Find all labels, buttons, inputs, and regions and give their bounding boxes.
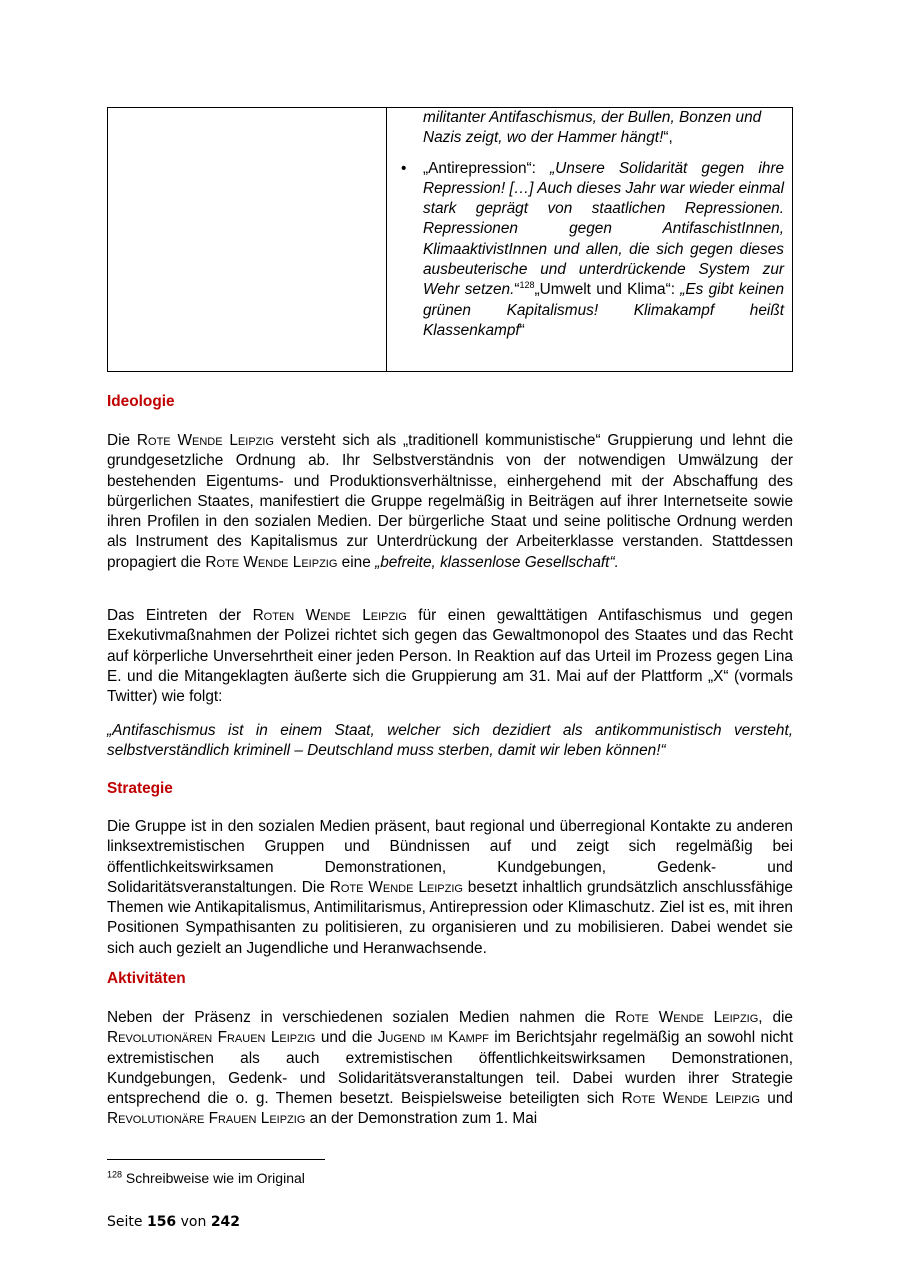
heading-strategie: Strategie [107, 780, 173, 797]
bullet-icon: • [401, 159, 407, 177]
org-name: Rote Wende Leipzig [615, 1009, 759, 1026]
heading-ideologie: Ideologie [107, 393, 175, 410]
total-pages: 242 [210, 1214, 241, 1230]
bullet-item-antirepression: • „Antirepression“: „Unsere Solidarität gegen ihre Repression! […] Auch dieses Jahr war wieder einmal stark geprägt von staatlichen Repressionen. Repressionen gegen AntifaschistInnen, KlimaaktivistInnen und allen, die sich gegen dieses ausbeuterische und unterdrückende System zur Wehr setzen.“$^{128}$„Umwelt und Klima“: „Es gibt keinen grünen Kapitalismus! Klimakampf heißt Klassenkampf“ [401, 159, 785, 339]
strategie-paragraph: Die Gruppe ist in den sozialen Medien präsent, baut regional und überregional Kontakte zu anderen linksextremistischen Gruppen und Bündnissen auf und zeigt sich regelmäßig bei öffentlichkeitswirksamen Demonstrationen, Kundgebungen, Gedenk- und Solidaritätsveranstaltungen. Die Rote Wende Leipzig besetzt inhaltlich grundsätzlich anschlussfähige Themen wie Antikapitalismus, Antimilitarismus, Antirepression oder Klimaschutz. Ziel ist es, mit ihren Positionen Sympathisanten zu politisieren, zu organisieren und zu mobilisieren. Dabei wendet sie sich auch gezielt an Jugendliche und Heranwachsende. [107, 818, 793, 957]
bullet-label: „Antirepression“: [423, 159, 551, 177]
ideologie-paragraph-1: Die Rote Wende Leipzig versteht sich als „traditionell kommunistische“ Gruppierung und lehnt die grundgesetzliche Ordnung ab. Ihr Selbstverständnis von der notwendigen Umwälzung der bestehenden Eigentums- und Produktionsverhältnisse, einhergehend mit der Abschaffung des bürgerlichen Staates, manifestiert die Gruppe regelmäßig in Beiträgen auf ihrer Internetseite sowie ihren Profilen in den sozialen Medien. Der bürgerliche Staat und seine politische Ordnung werden als Instrument des Kapitalismus zur Unterdrückung der Arbeiterklasse verstanden. Stattdessen propagiert die Rote Wende Leipzig eine „befreite, klassenlose Gesellschaft“. [107, 432, 794, 571]
current-page: 156 [146, 1214, 177, 1230]
footnote-ref[interactable]: 128 [519, 280, 535, 291]
activity-table [107, 107, 793, 372]
page-number: Seite 156 von 242 [107, 1214, 241, 1230]
table-continued-quote [423, 108, 784, 149]
quote-line-1: militanter Antifaschismus, der Bullen, Bonzen und [423, 109, 762, 126]
footnote-text: Schreibweise wie im Original [122, 1170, 305, 1186]
inline-quote: „befreite, klassenlose Gesellschaft“. [375, 553, 619, 571]
quote-line-2: Nazis zeigt, wo der Hammer hängt! [423, 129, 664, 147]
heading-aktivitaeten: Aktivitäten [107, 970, 186, 987]
bullet-close: “ [519, 321, 525, 339]
org-name: Jugend im Kampf [377, 1029, 489, 1047]
org-name: Rote Wende Leipzig [136, 432, 274, 449]
footnote-divider [107, 1159, 325, 1160]
org-name: Rote Wende Leipzig [621, 1090, 760, 1108]
quote-tail: “, [663, 129, 673, 147]
block-quote: „Antifaschismus ist in einem Staat, welcher sich dezidiert als antikommunistisch versteht, selbstverständlich kriminell – Deutschland muss sterben, damit wir leben können!“ [107, 722, 793, 760]
org-name: Rote Wende Leipzig [205, 553, 338, 571]
table-left-cell [108, 108, 387, 371]
org-name: Revolutionäre Frauen Leipzig [107, 1110, 306, 1128]
bullet-label-2: „Umwelt und Klima“: [534, 281, 681, 299]
aktivitaeten-paragraph: Neben der Präsenz in verschiedenen sozialen Medien nahmen die Rote Wende Leipzig, die Revolutionären Frauen Leipzig und die Jugend im Kampf im Berichtsjahr regelmäßig an sowohl nicht extremistischen als auch extremistischen öffentlichkeitswirksamen Demonstrationen, Kundgebungen, Gedenk- und Solidaritätsveranstaltungen teil. Dabei wurden ihrer Strategie entsprechend die o. g. Themen besetzt. Beispielsweise beteiligten sich Rote Wende Leipzig und Revolutionäre Frauen Leipzig an der Demonstration zum 1. Mai [107, 1009, 793, 1128]
org-name: Rote Wende Leipzig [329, 878, 463, 896]
footnote-number: 128 [107, 1169, 123, 1180]
org-name: Roten Wende Leipzig [252, 607, 407, 624]
ideologie-paragraph-2: Das Eintreten der Roten Wende Leipzig für einen gewalttätigen Antifaschismus und gegen Exekutivmaßnahmen der Polizei richtet sich gegen das Gewaltmonopol des Staates und das Recht auf körperliche Unversehrtheit einer jeden Person. In Reaktion auf das Urteil im Prozess gegen Lina E. und die Mitangeklagten äußerte sich die Gruppierung am 31. Mai auf der Plattform „X“ (vormals Twitter) wie folgt: [107, 607, 793, 706]
bullet-quote: „Unsere Solidarität gegen ihre Repression! […] Auch dieses Jahr war wieder einmal stark geprägt von staatlichen Repressionen. Repressionen gegen AntifaschistInnen, KlimaaktivistInnen und allen, die sich gegen dieses ausbeuterische und unterdrückende System zur Wehr setzen. [423, 159, 785, 299]
org-name: Revolutionären Frauen Leipzig [107, 1029, 316, 1047]
bullet-quote-2: „Es gibt keinen grünen Kapitalismus! Klimakampf heißt Klassenkampf [423, 281, 785, 339]
footnote [107, 1168, 305, 1188]
table-right-cell [387, 108, 792, 341]
